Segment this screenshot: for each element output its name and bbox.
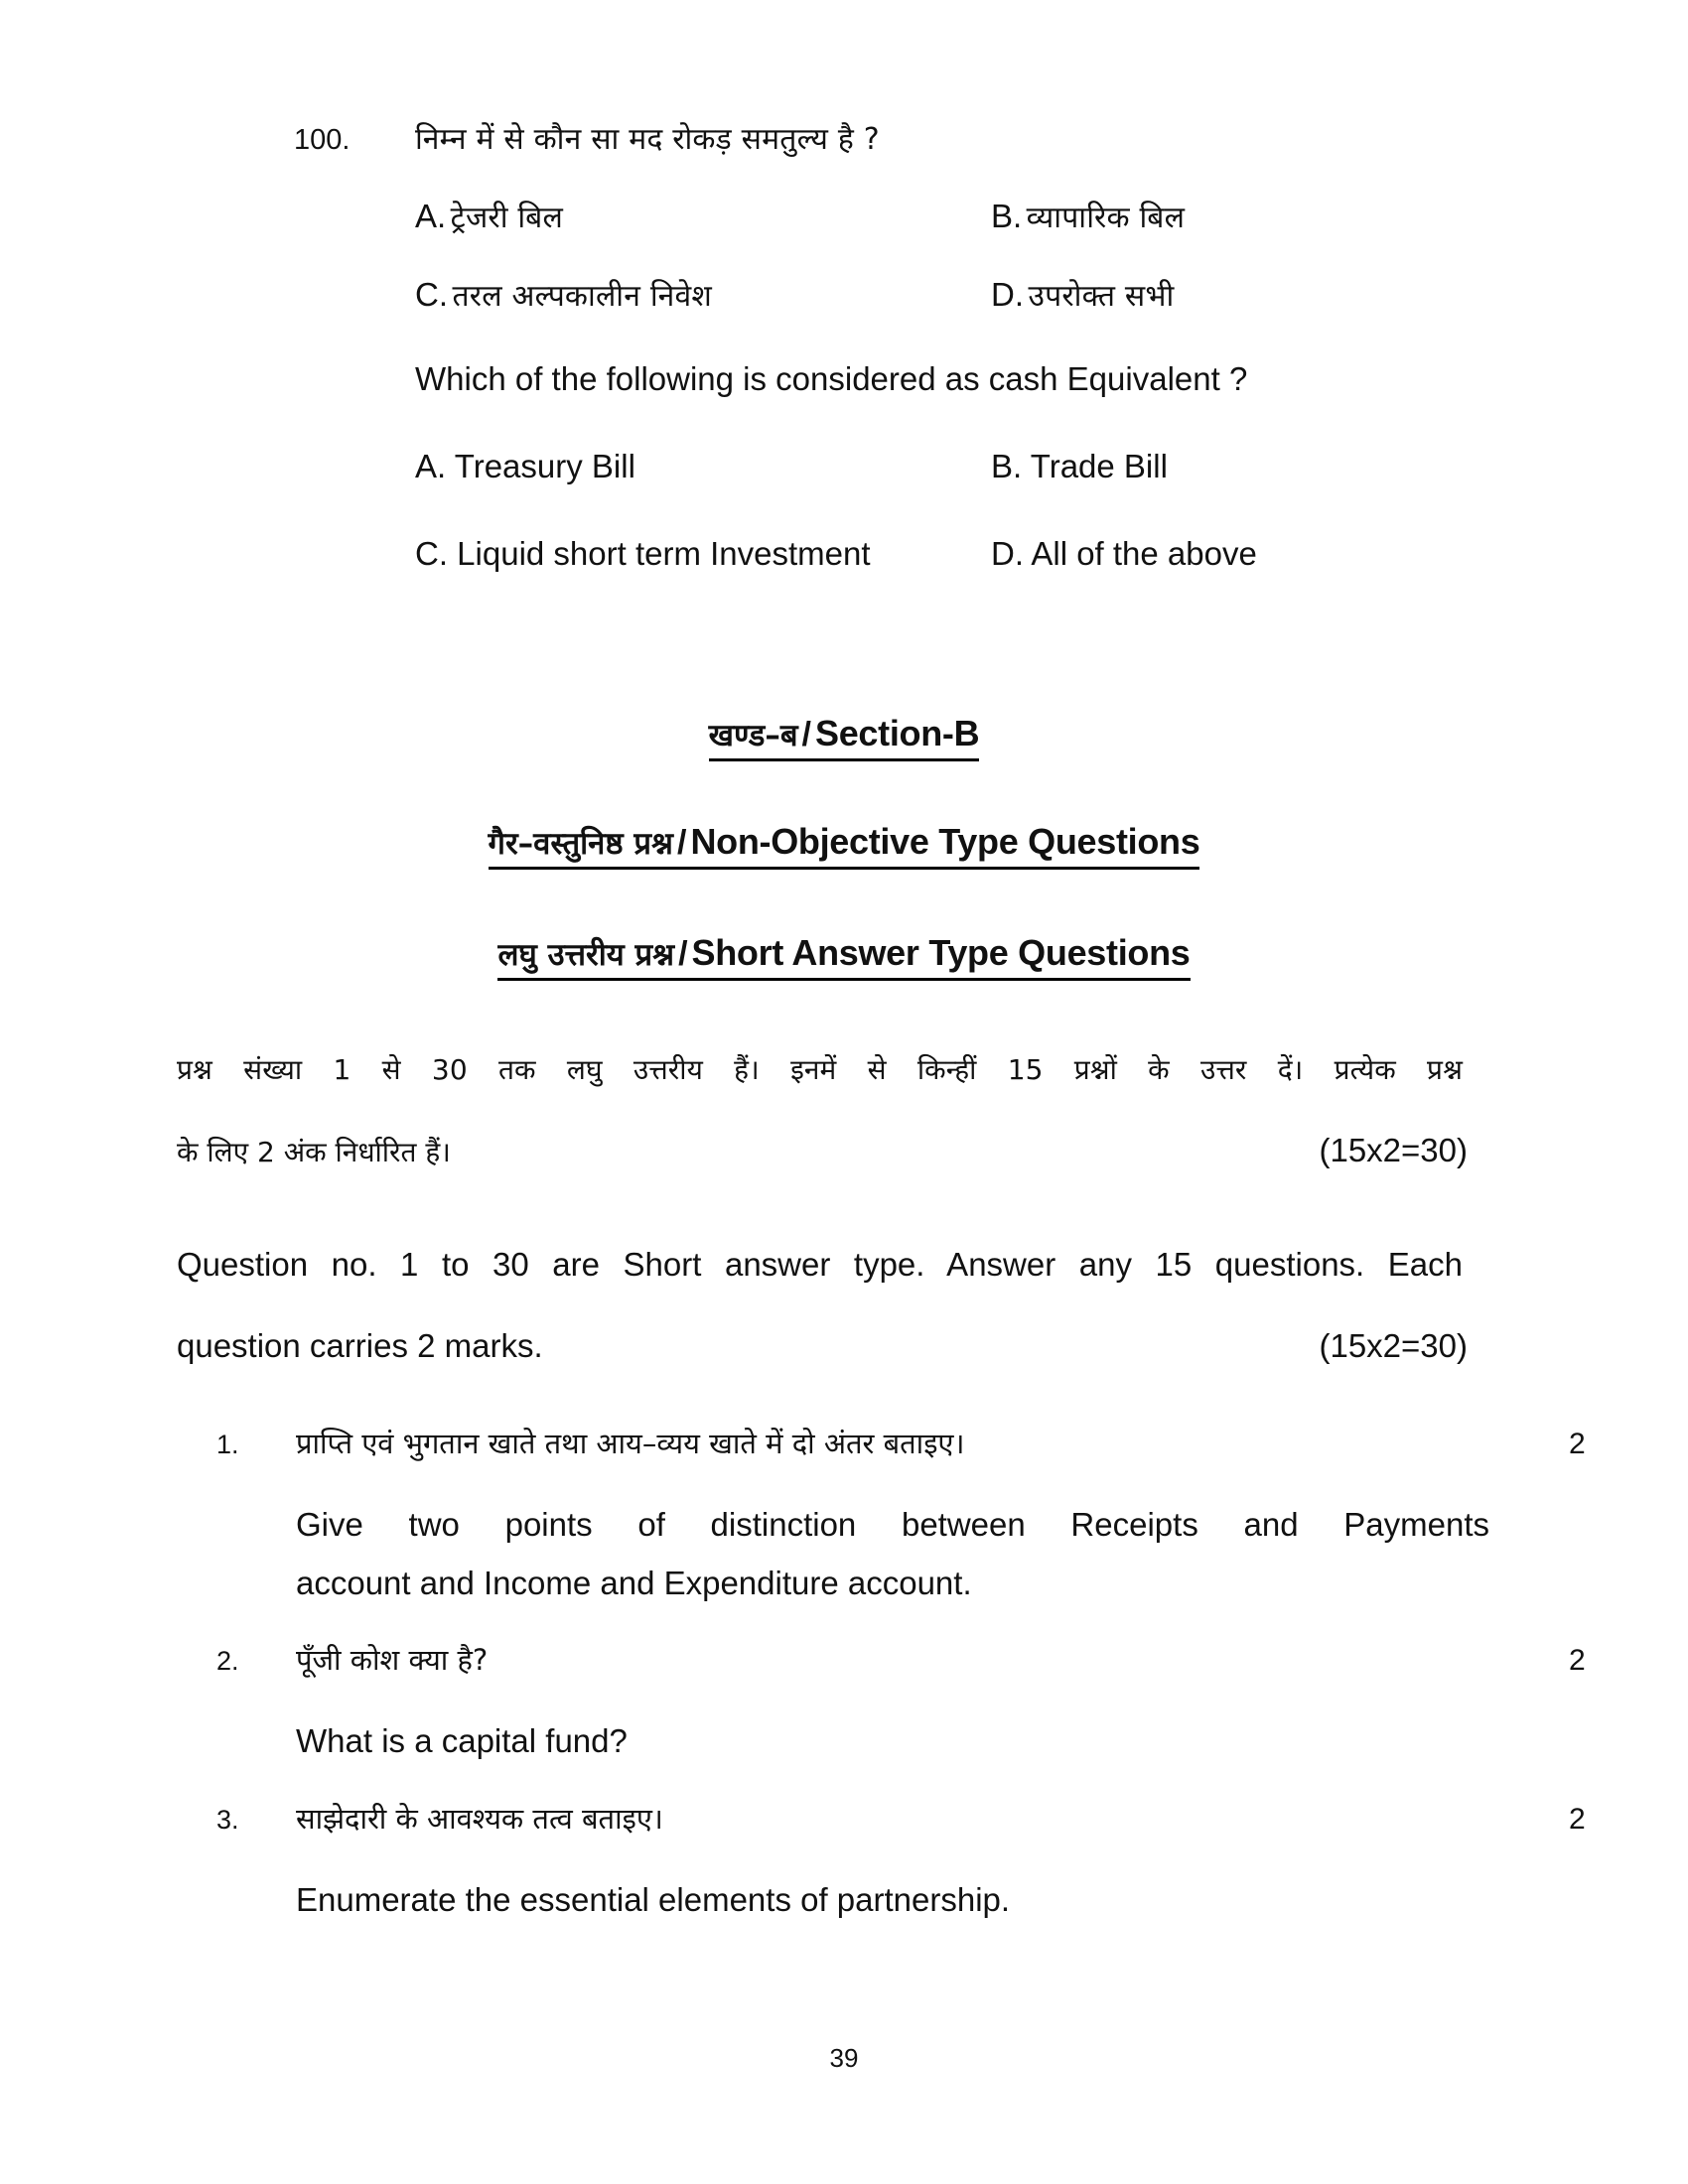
page-number: 39 [829,2043,859,2073]
option-text-a: ट्रेजरी बिल [450,201,564,235]
question-item [0,1799,1688,1930]
mcq-options-hindi-row-2 [0,274,1688,315]
mcq-option-english-d[interactable] [991,535,1567,573]
option-letter-b: B. [991,198,1023,234]
question-3-english-text: Enumerate the essential elements of partnership. [296,1881,1011,1919]
mcq-option-hindi-a[interactable] [415,196,991,236]
question-1-hindi-row [0,1424,1688,1462]
question-2-english-text: What is a capital fund? [296,1722,628,1760]
instruction-english [177,1246,1468,1365]
question-item [0,1424,1688,1612]
short-answer-heading-separator: / [678,935,688,973]
question-1-number: 1. [216,1430,239,1459]
option-text-b: व्यापारिक बिल [1026,201,1186,235]
question-1-english-line-2: account and Income and Expenditure account. [296,1564,972,1601]
option-en-d-text: All of the above [1031,535,1257,572]
instruction-english-marks: (15x2=30) [1319,1327,1468,1364]
question-1-english-text [296,1496,1489,1612]
question-1-english-row [0,1496,1688,1612]
mcq-question-100 [0,117,1688,573]
question-2-english-row [0,1712,1688,1771]
mcq-options-english-row-1 [0,448,1688,485]
option-letter-c: C. [415,276,448,313]
option-en-c-text: Liquid short term Investment [457,535,871,572]
option-letter-d: D. [991,276,1024,313]
mcq-option-english-b[interactable] [991,448,1567,485]
mcq-option-hindi-c[interactable] [415,274,991,315]
question-1-english-line-1: Give two points of distinction between Receipts and Payments [296,1506,1489,1543]
option-en-b-label: B. [991,448,1023,484]
instruction-english-line-2: question carries 2 marks. [177,1327,543,1364]
short-answer-question-list [0,1424,1688,1930]
instruction-english-line-1: Question no. 1 to 30 are Short answer type. Answer any 15 questions. Each [177,1246,1463,1283]
mcq-option-hindi-b[interactable] [991,196,1547,236]
section-b-heading-separator: / [801,716,811,753]
section-b-heading-english: Section-B [815,713,980,753]
option-en-a-text: Treasury Bill [454,448,635,484]
short-answer-heading-underline [497,932,1190,981]
instruction-hindi [177,1050,1468,1170]
question-item [0,1640,1688,1771]
non-objective-heading-underline [489,821,1200,870]
instruction-hindi-line-1: प्रश्न संख्या 1 से 30 तक लघु उत्तरीय हैं। इनमें से किन्हीं 15 प्रश्नों के उत्तर दें। प्रत्येक प्रश्न [177,1053,1463,1086]
question-3-english-row [0,1871,1688,1930]
question-3-marks: 2 [1569,1803,1586,1837]
question-1-marks: 2 [1569,1428,1586,1460]
section-b-heading [0,713,1688,761]
mcq-options-english-row-2 [0,535,1688,573]
non-objective-heading-english: Non-Objective Type Questions [690,821,1200,862]
question-3-hindi-row [0,1799,1688,1838]
non-objective-heading-separator: / [676,824,687,862]
option-text-d: उपरोक्त सभी [1028,279,1175,314]
instruction-hindi-line-2: के लिए 2 अंक निर्धारित हैं। [177,1136,451,1168]
question-3-number: 3. [216,1805,239,1836]
question-2-number: 2. [216,1646,239,1677]
mcq-option-hindi-d[interactable] [991,274,1547,315]
option-en-d-label: D. [991,535,1024,572]
mcq-stem-english: Which of the following is considered as cash Equivalent ? [415,360,1248,397]
option-en-a-label: A. [415,448,447,484]
section-b-heading-underline [709,713,980,761]
short-answer-heading [0,932,1688,981]
option-text-c: तरल अल्पकालीन निवेश [452,279,712,314]
non-objective-heading [0,821,1688,870]
instruction-hindi-line-2-row [177,1132,1468,1170]
short-answer-heading-hindi: लघु उत्तरीय प्रश्न [497,937,675,973]
mcq-options-hindi-row-1 [0,196,1688,236]
question-2-hindi-row [0,1640,1688,1679]
non-objective-heading-hindi: गैर–वस्तुनिष्ठ प्रश्न [488,826,673,862]
mcq-number: 100. [294,124,351,156]
section-b-heading-hindi: खण्ड–ब [708,718,798,753]
short-answer-heading-english: Short Answer Type Questions [691,932,1191,973]
instruction-english-line-2-row [177,1327,1468,1365]
question-3-hindi-text: साझेदारी के आवश्यक तत्व बताइए। [296,1802,663,1837]
mcq-option-english-c[interactable] [415,535,991,573]
mcq-option-english-a[interactable] [415,448,991,485]
option-en-b-text: Trade Bill [1030,448,1168,484]
question-2-marks: 2 [1569,1644,1586,1678]
question-1-hindi-text: प्राप्ति एवं भुगतान खाते तथा आय–व्यय खाते में दो अंतर बताइए। [296,1427,965,1460]
instruction-hindi-marks: (15x2=30) [1319,1132,1468,1168]
mcq-stem-hindi: निम्न में से कौन सा मद रोकड़ समतुल्य है ? [415,122,880,157]
mcq-stem-hindi-row [0,117,1688,158]
option-en-c-label: C. [415,535,448,572]
option-letter-a: A. [415,198,447,234]
question-2-hindi-text: पूँजी कोश क्या है? [296,1643,489,1678]
